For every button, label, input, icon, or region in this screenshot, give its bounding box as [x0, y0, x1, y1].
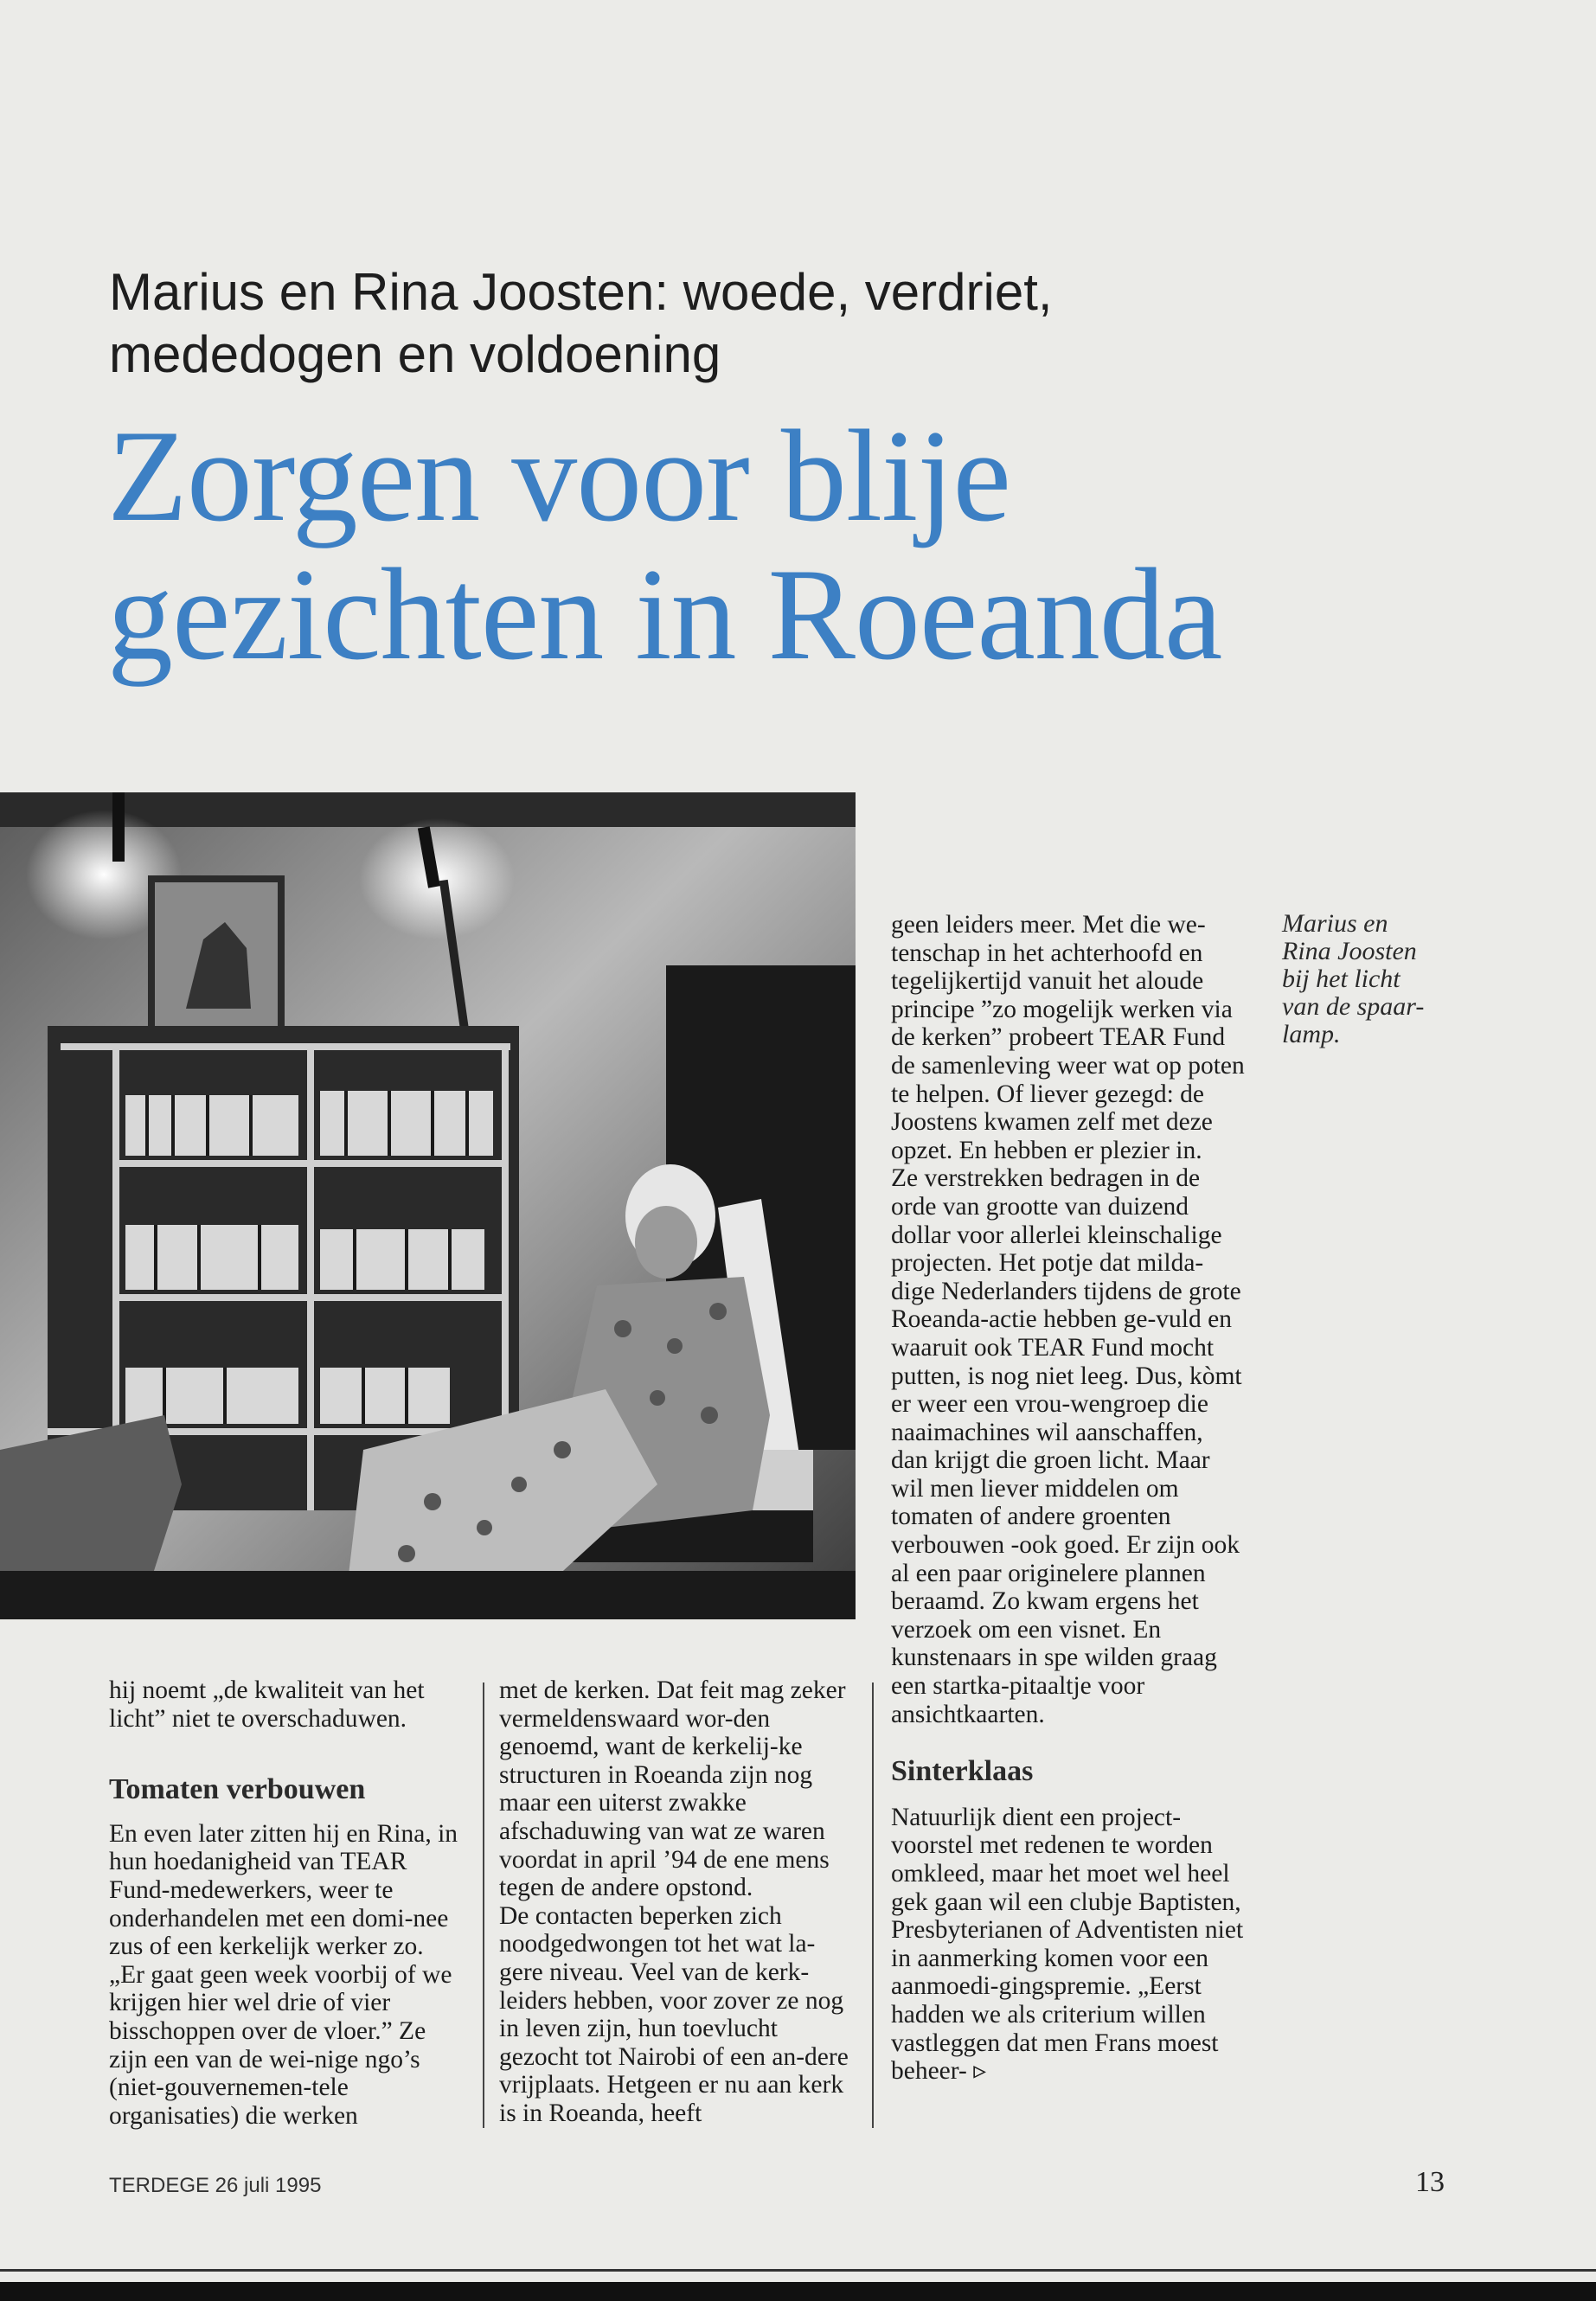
headline-line-1: Zorgen voor blije [107, 403, 1010, 548]
column-1-intro: hij noemt „de kwaliteit van het licht” niet te overschaduwen. [109, 1676, 425, 1733]
page-number: 13 [1415, 2166, 1445, 2198]
column-divider-2 [872, 1682, 874, 2128]
column-3-paragraph-3: Natuurlijk dient een project-voorstel met redenen te worden omkleed, maar het moet wel heel gek gaan wil een clubje Baptisten, Presbyterianen of Adventisten niet in aanmerking komen voor een aanmoedi-gingspremie. „Eerst hadden we als criterium willen vastleggen dat men Frans moest beheer- ▹ [891, 1803, 1244, 2086]
subheading-sinterklaas: Sinterklaas [891, 1755, 1034, 1788]
article-column-2 [499, 1676, 852, 2128]
column-1-body: En even later zitten hij en Rina, in hun hoedanigheid van TEAR Fund-medewerkers, weer te onderhandelen met een domi-nee zus of een kerkelijk werker zo. „Er gaat geen week voorbij of we krijgen hier wel drie of vier bisschoppen over de vloer.” Ze zijn een van de wei-nige ngo’s (niet-gouvernemen-tele organisaties) die werken [109, 1819, 458, 2130]
kicker-line-2: mededogen en voldoening [109, 325, 721, 383]
kicker-line-1: Marius en Rina Joosten: woede, verdriet, [109, 263, 1053, 321]
caption-line-5: lamp. [1282, 1020, 1341, 1048]
scan-bottom-edge [0, 2282, 1596, 2301]
column-2-paragraph-1: met de kerken. Dat feit mag zeker vermeldenswaard wor-den genoemd, want de kerkelij-ke structuren in Roeanda zijn nog maar een uiterst zwakke afschaduwing van wat ze waren voordat in april ’94 de ene mens tegen de andere opstond. [499, 1676, 846, 1902]
caption-line-4: van de spaar- [1282, 992, 1425, 1021]
publication-footer: TERDEGE 26 juli 1995 [109, 2174, 322, 2197]
scan-edge-line [0, 2269, 1596, 2272]
article-photo [0, 792, 856, 1619]
photo-illustration [0, 792, 856, 1619]
article-headline [107, 403, 1561, 687]
headline-line-2: gezichten in Roeanda [107, 542, 1222, 687]
article-column-3 [891, 911, 1246, 2086]
caption-line-1: Marius en [1282, 909, 1388, 938]
article-kicker [109, 261, 1234, 386]
photo-caption [1282, 910, 1472, 1048]
subheading-tomaten-verbouwen: Tomaten verbouwen [109, 1773, 366, 1806]
column-3-paragraph-1: geen leiders meer. Met die we-tenschap in het achterhoofd en tegelijkertijd vanuit het aloude principe ”zo mogelijk werken via de kerken” probeert TEAR Fund de samenleving weer wat op poten te helpen. Of liever gezegd: de Joostens kwamen zelf met deze opzet. En hebben er plezier in. [891, 911, 1245, 1164]
caption-line-2: Rina Joosten [1282, 937, 1417, 965]
column-divider-1 [483, 1682, 484, 2128]
column-3-paragraph-2: Ze verstrekken bedragen in de orde van grootte van duizend dollar voor allerlei kleinschalige projecten. Het potje dat milda-dige Nederlanders tijdens de grote Roeanda-actie hebben ge-vuld en waaruit ook TEAR Fund mocht putten, is nog niet leeg. Dus, kòmt er weer een vrou-wengroep die naaimachines wil aanschaffen, dan krijgt die groen licht. Maar wil men liever middelen om tomaten of andere groenten verbouwen -ook goed. Er zijn ook al een paar originelere plannen beraamd. Zo kwam ergens het verzoek om een visnet. En kunstenaars in spe wilden graag een startka-pitaaltje voor ansichtkaarten. [891, 1164, 1242, 1728]
column-2-paragraph-2: De contacten beperken zich noodgedwongen tot het wat la-gere niveau. Veel van de kerk-leiders hebben, voor zover ze nog in leven zijn, hun toevlucht gezocht tot Nairobi of een an-dere vrijplaats. Hetgeen er nu aan kerk is in Roeanda, heeft [499, 1901, 849, 2127]
caption-line-3: bij het licht [1282, 965, 1401, 993]
article-column-1 [109, 1676, 464, 2130]
